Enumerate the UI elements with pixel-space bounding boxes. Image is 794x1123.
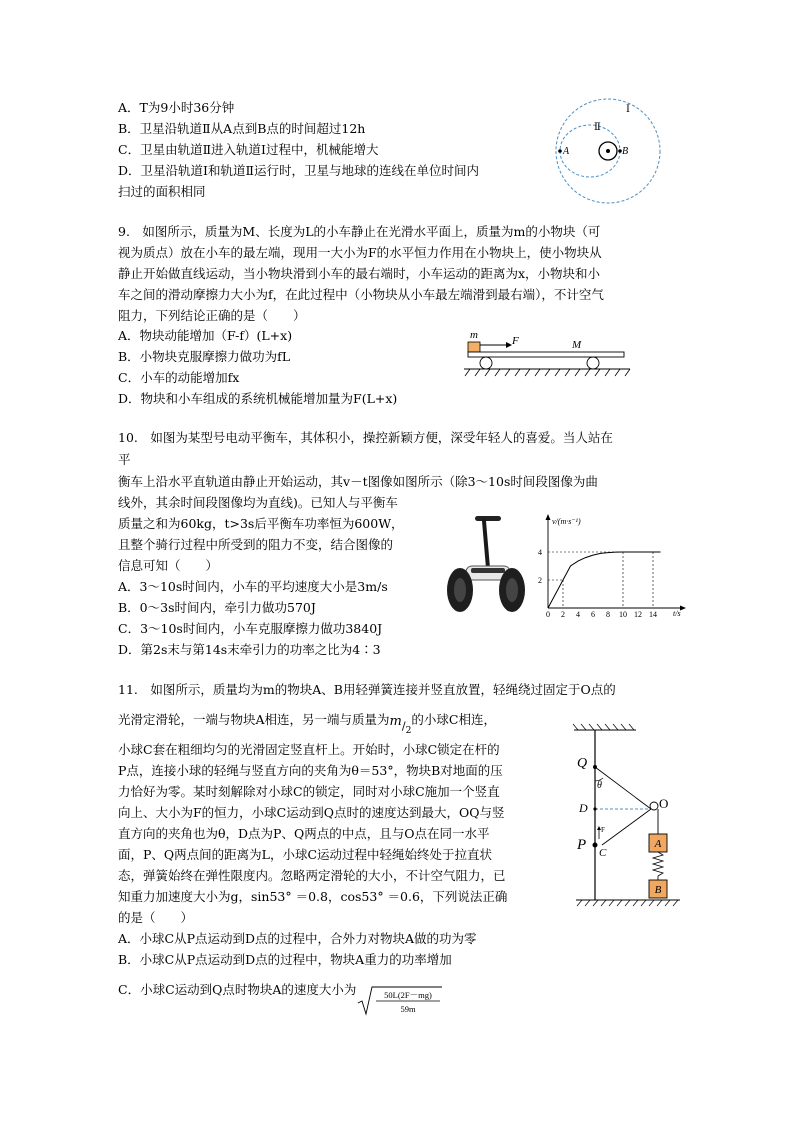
- x-tick-label: 14: [649, 610, 657, 618]
- x-tick-label: 6: [591, 610, 595, 618]
- x-tick-label: 8: [606, 610, 610, 618]
- q11-option-b: B．小球C从P点运动到D点的过程中，物块A重力的功率增加: [118, 952, 452, 967]
- label-o: O: [659, 796, 669, 811]
- handlebar: [475, 516, 501, 521]
- q9-option-a: A．物块动能增加（F-f）(L+x): [118, 328, 293, 343]
- q11-option-c-text: C．小球C运动到Q点时物块A的速度大小为: [118, 982, 357, 997]
- wheel-left: [480, 357, 492, 369]
- ceiling-hatch: [573, 724, 634, 730]
- sqrt-numerator: 50L(2F－mg): [384, 989, 433, 1000]
- q10-line-2: 平: [118, 452, 131, 467]
- label-force-f: F: [601, 826, 605, 834]
- q10-line-3: 衡车上沿水平直轨道由静止开始运动，其v－t图像如图所示（除3～10s时间段图像为曲: [118, 474, 598, 489]
- ball-c: [593, 843, 598, 848]
- y-tick-label: 4: [538, 548, 542, 557]
- label-q: Q: [577, 756, 588, 771]
- q11-line-9: 态，弹簧始终在弹性限度内。忽略两定滑轮的大小，不计空气阻力，已: [118, 868, 506, 883]
- pulley-o: [650, 802, 658, 810]
- label-c: C: [599, 847, 607, 859]
- vt-chart: [530, 510, 690, 618]
- point-d: [593, 807, 596, 810]
- label-theta: θ: [597, 780, 602, 791]
- cart-board: [468, 352, 624, 357]
- point-q: [593, 765, 597, 769]
- q10-line-4: 线外，其余时间段图像均为直线)。已知人与平衡车: [118, 495, 398, 510]
- spring: [653, 852, 663, 880]
- wheel-right: [587, 357, 599, 369]
- q9-line-1: 9. 如图所示，质量为M、长度为L的小车静止在光滑水平面上，质量为m的小物块（可: [118, 224, 601, 239]
- q9-option-b: B．小物块克服摩擦力做功为fL: [118, 349, 291, 364]
- q9-option-d: D．物块和小车组成的系统机械能增加量为F(L+x): [118, 391, 398, 406]
- q11-line-5: 力恰好为零。某时刻解除对小球C的锁定，同时对小球C施加一个竖直: [118, 784, 500, 799]
- vt-series-line: [548, 552, 661, 608]
- q8-option-d-cont: 扫过的面积相同: [118, 184, 206, 199]
- x-tick-label: 0: [546, 610, 550, 618]
- q10-option-d: D．第2s末与第14s末牵引力的功率之比为4∶3: [118, 642, 381, 657]
- hub-left: [454, 578, 466, 602]
- point-a: [558, 149, 562, 153]
- ground-hatch: [465, 369, 630, 376]
- orbit-figure: [550, 96, 670, 206]
- x-axis-label: t/s: [673, 609, 681, 618]
- floor-hatch: [577, 900, 678, 906]
- rope-oq: [595, 767, 651, 809]
- q9-line-4: 车之间的滑动摩擦力大小为f，在此过程中（小物块从小车最左端滑到最右端），不计空气: [118, 287, 604, 302]
- sqrt-expression: [356, 985, 444, 1017]
- label-block-a: A: [654, 838, 662, 850]
- q11-line-8: 面，P、Q两点间的距离为L，小球C运动过程中轻绳始终处于拉直状: [118, 847, 493, 862]
- label-b: B: [622, 146, 629, 157]
- q11-line-3: 小球C套在粗细均匀的光滑固定竖直杆上。开始时，小球C锁定在杆的: [118, 742, 500, 757]
- hub-right: [506, 578, 518, 602]
- q11-line-1: 11. 如图所示，质量均为m的物块A、B用轻弹簧连接并竖直放置，轻绳绕过固定于O点的: [118, 682, 616, 697]
- rope-op: [602, 809, 651, 845]
- q8-option-c: C．卫星由轨道Ⅱ进入轨道Ⅰ过程中，机械能增大: [118, 142, 379, 157]
- earth-center: [606, 149, 610, 153]
- small-block: [468, 342, 480, 352]
- label-d: D: [579, 801, 588, 815]
- foot-pad: [471, 568, 505, 573]
- q10-option-b: B．0～3s时间内，牵引力做功570J: [118, 600, 316, 615]
- q11-line-2a: 光滑定滑轮，一端与物块A相连，另一端与质量为: [118, 712, 390, 727]
- label-orbit-ii: Ⅱ: [594, 122, 601, 133]
- q10-line-7: 信息可知（ ）: [118, 558, 219, 573]
- q9-line-2: 视为质点）放在小车的最左端，现用一大小为F的水平恒力作用在小物块上，使小物块从: [118, 245, 602, 260]
- x-tick-label: 2: [561, 610, 565, 618]
- q10-line-1: 10. 如图为某型号电动平衡车，其体积小，操控新颖方便，深受年轻人的喜爱。当人站在: [118, 430, 613, 445]
- x-tick-label: 4: [576, 610, 580, 618]
- q11-option-c: [118, 980, 444, 1017]
- q8-option-b: B．卫星沿轨道Ⅱ从A点到B点的时间超过12h: [118, 121, 366, 136]
- q11-option-a: A．小球C从P点运动到D点的过程中，合外力对物块A做的功为零: [118, 931, 477, 946]
- q11-line-11: 的是（ ）: [118, 910, 194, 925]
- x-axis-arrow: [680, 606, 686, 611]
- q8-option-d: D．卫星沿轨道Ⅰ和轨道Ⅱ运行时，卫星与地球的连线在单位时间内: [118, 163, 479, 178]
- q9-option-c: C．小车的动能增加fx: [118, 370, 240, 385]
- label-a: A: [563, 146, 570, 157]
- mass-fraction: $^m/_2$: [389, 714, 412, 737]
- y-axis-arrow: [546, 514, 551, 520]
- guide-lines: [548, 552, 653, 608]
- steering-column: [484, 521, 488, 568]
- q10-line-6: 且整个骑行过程中所受到的阻力不变，结合图像的: [118, 537, 394, 552]
- y-axis-label: v/(m·s⁻¹): [552, 517, 581, 526]
- q10-option-c: C．3～10s时间内，小车克服摩擦力做功3840J: [118, 621, 383, 636]
- q8-option-a: A．T为9小时36分钟: [118, 100, 235, 115]
- q9-line-3: 静止开始做直线运动，当小物块滑到小车的最右端时，小车运动的距离为x，小物块和小: [118, 266, 601, 281]
- balance-scooter-image: [444, 508, 528, 618]
- q11-line-7: 直方向的夹角也为θ，D点为P、Q两点的中点，且与O点在同一水平: [118, 826, 490, 841]
- sqrt-denominator: 59m: [400, 1003, 416, 1014]
- q10-option-a: A．3～10s时间内，小车的平均速度大小是3m/s: [118, 579, 388, 594]
- x-tick-label: 10: [619, 610, 627, 618]
- label-big-m: M: [572, 339, 582, 351]
- q11-line-6: 向上、大小为F的恒力，小球C运动到Q点时的速度达到最大，OQ与竖: [118, 805, 505, 820]
- sqrt-svg: [356, 985, 444, 1017]
- pulley-figure: [568, 722, 688, 912]
- q9-line-5: 阻力，下列结论正确的是（ ）: [118, 308, 306, 323]
- label-orbit-i: Ⅰ: [626, 104, 630, 115]
- label-block-b: B: [654, 884, 662, 896]
- q11-line-4: P点，连接小球的轻绳与竖直方向的夹角为θ＝53°，物块B对地面的压: [118, 763, 503, 778]
- fraction-denominator: 2: [405, 725, 412, 737]
- label-m: m: [470, 329, 478, 341]
- y-tick-label: 2: [538, 576, 542, 585]
- q11-line-2b: 的小球C相连，: [411, 712, 496, 727]
- label-p: P: [577, 837, 587, 853]
- tick-labels: [538, 548, 657, 618]
- q11-line-10: 知重力加速度大小为g，sin53° ＝0.8，cos53° ＝0.6，下列说法正确: [118, 889, 508, 904]
- q11-line-2: [118, 710, 496, 741]
- x-tick-label: 12: [634, 610, 642, 618]
- cart-figure: [462, 328, 632, 380]
- fraction-numerator: m: [389, 714, 402, 730]
- label-f: F: [512, 335, 519, 347]
- q10-line-5: 质量之和为60kg，t>3s后平衡车功率恒为600W，: [118, 516, 404, 531]
